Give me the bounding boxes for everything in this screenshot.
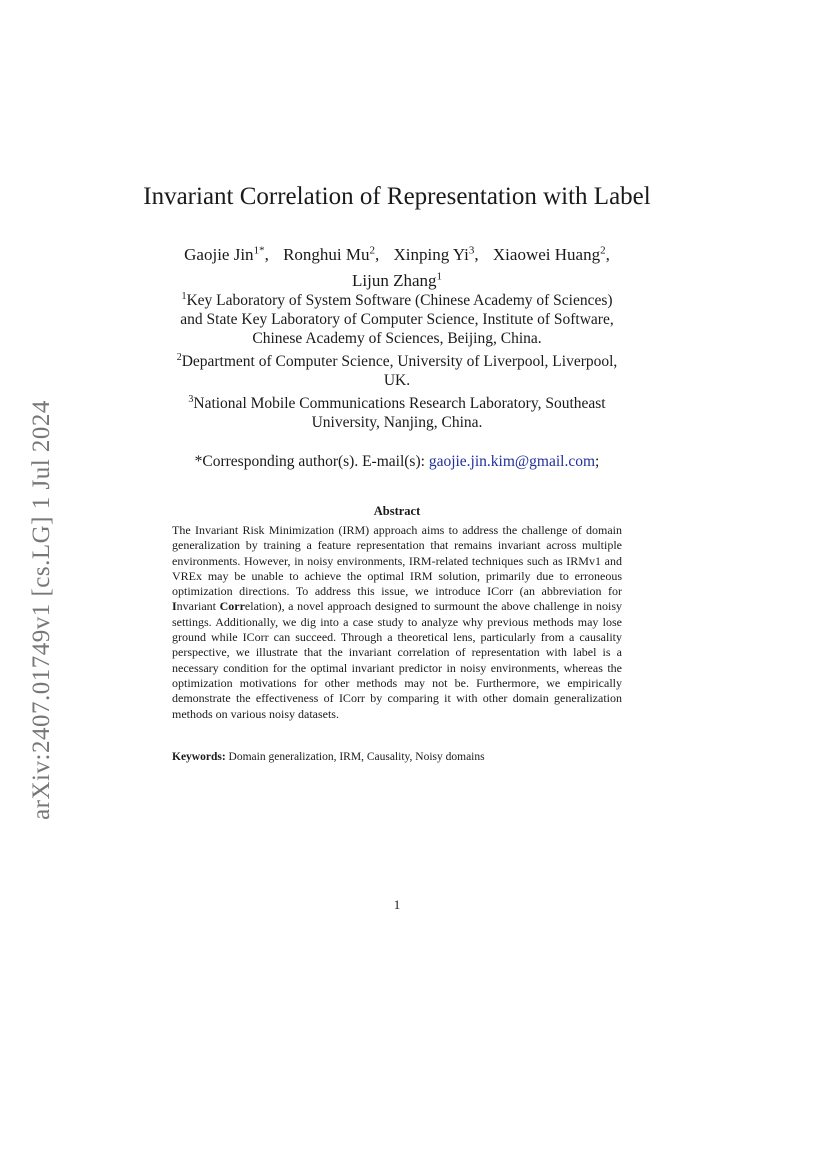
abstract-text: The Invariant Risk Minimization (IRM) approach aims to address the challenge of domain generalization by training a feature representation that remains invariant across multiple environments. However, in noisy environments, IRM-related techniques such as IRMv1 and VREx may be unable to achieve the optimal IRM solution, primarily due to erroneous optimization directions. To address this issue, we introduce ICorr (an abbreviation for Invariant Correlation), a novel approach designed to surmount the above challenge in noisy settings. Additionally, we dig into a case study to analyze why previous methods may lose ground while ICorr can succeed. Through a theoretical lens, particularly from a causality perspective, we illustrate that the invariant correlation of representation with label is a necessary condition for the optimal invariant predictor in noisy environments, whereas the optimization motivations for other methods may not be. Furthermore, we empirically demonstrate the effectiveness of ICorr by comparing it with other domain generalization methods on various noisy datasets. [172,523,622,721]
affiliation-3: $^3$National Mobile Communications Research Laboratory, Southeast [188,394,606,413]
paper-title: Invariant Correlation of Representation with Label [143,183,651,210]
abstract-heading: Abstract [373,504,421,518]
page-number: 1 [393,897,401,912]
author: Lijun Zhang$^1$ [351,270,442,291]
author: Xinping Yi$^3$, [393,244,479,264]
affiliation-2-cont: UK. [383,372,411,390]
author: Ronghui Mu$^2$, [283,244,380,264]
affiliation-1-cont: and State Key Laboratory of Computer Science, Institute of Software, [180,311,614,329]
affiliation-2: $^2$Department of Computer Science, University of Liverpool, Liverpool, [176,352,618,371]
affiliation-1: $^1$Key Laboratory of System Software (Chinese Academy of Sciences) [181,291,613,310]
affiliation-1-cont: Chinese Academy of Sciences, Beijing, China. [252,330,542,348]
author-list [0,239,794,292]
arxiv-id-text: arXiv:2407.01749v1 [cs.LG] 1 Jul 2024 [28,400,55,820]
keywords-text: Domain generalization, IRM, Causality, Noisy domains [225,751,485,763]
author: Xiaowei Huang$^2$, [492,244,610,264]
affiliations [150,287,644,432]
keywords-label: Keywords: [172,751,226,763]
author: Gaojie Jin$^{1*}$, [184,244,269,264]
corresponding-author: *Corresponding author(s). E-mail(s): gaojie.jin.kim@gmail.com; [194,453,600,470]
email-link[interactable]: gaojie.jin.kim@gmail.com [428,453,596,470]
affiliation-3-cont: University, Nanjing, China. [311,414,483,432]
corresponding-label: *Corresponding author(s). E-mail(s): [194,453,429,470]
arxiv-sidebar-identifier [22,380,62,840]
keywords [172,751,622,763]
